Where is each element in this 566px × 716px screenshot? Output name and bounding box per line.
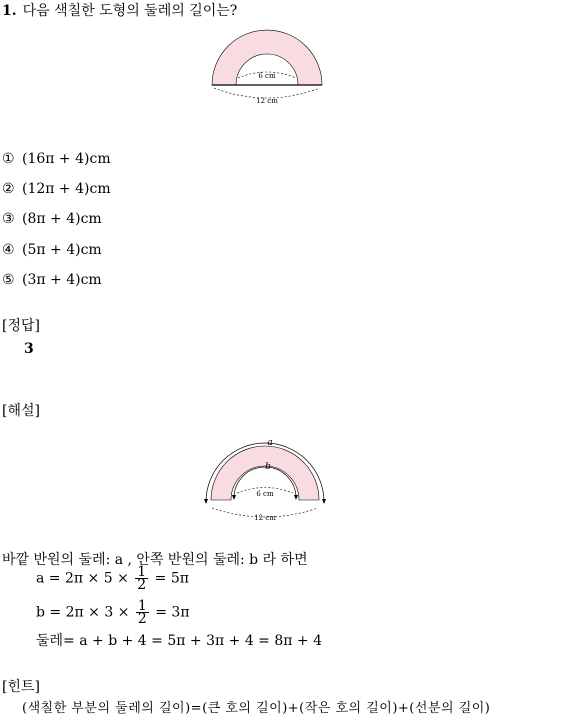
equation-a: a = 2π × 5 × $\frac{1}{2}$ = 5π: [36, 564, 189, 593]
explanation-intro: 바깥 반원의 둘레: a , 안쪽 반원의 둘레: b 라 하면: [2, 552, 308, 568]
question-text: 다음 색칠한 도형의 둘레의 길이는?: [22, 3, 238, 19]
outer-arc-label: a: [267, 438, 273, 448]
equation-b: b = 2π × 3 × $\frac{1}{2}$ = 3π: [36, 598, 190, 627]
choice-2[interactable]: ② (12π + 4)cm: [2, 181, 111, 197]
question-number: 1.: [2, 3, 17, 19]
hint-text: (색칠한 부분의 둘레의 길이)=(큰 호의 길이)+(작은 호의 길이)+(선분의 길이): [22, 701, 491, 716]
equation-total: 둘레= a + b + 4 = 5π + 3π + 4 = 8π + 4: [36, 633, 323, 649]
answer-value: 3: [24, 341, 34, 357]
explanation-figure: [200, 438, 330, 526]
hint-header: [힌트]: [2, 679, 40, 695]
explanation-outer-label: 12 cm: [254, 514, 276, 522]
choice-4[interactable]: ④ (5π + 4)cm: [2, 242, 102, 258]
fraction-half: $\frac{1}{2}$: [137, 564, 147, 593]
inner-arc-label: b: [265, 462, 271, 472]
figure1-inner-label: 6 cm: [258, 72, 276, 80]
choice-3[interactable]: ③ (8π + 4)cm: [2, 211, 102, 227]
figure1-outer-label: 12 cm: [256, 97, 278, 105]
explanation-header: [해설]: [2, 403, 40, 419]
choice-5[interactable]: ⑤ (3π + 4)cm: [2, 272, 102, 288]
semicircle-ring-figure: [208, 28, 326, 110]
answer-header: [정답]: [2, 318, 40, 334]
explanation-inner-label: 6 cm: [256, 490, 274, 498]
choice-1[interactable]: ① (16π + 4)cm: [2, 151, 111, 167]
fraction-half: $\frac{1}{2}$: [137, 598, 147, 627]
question-line: [2, 0, 237, 20]
